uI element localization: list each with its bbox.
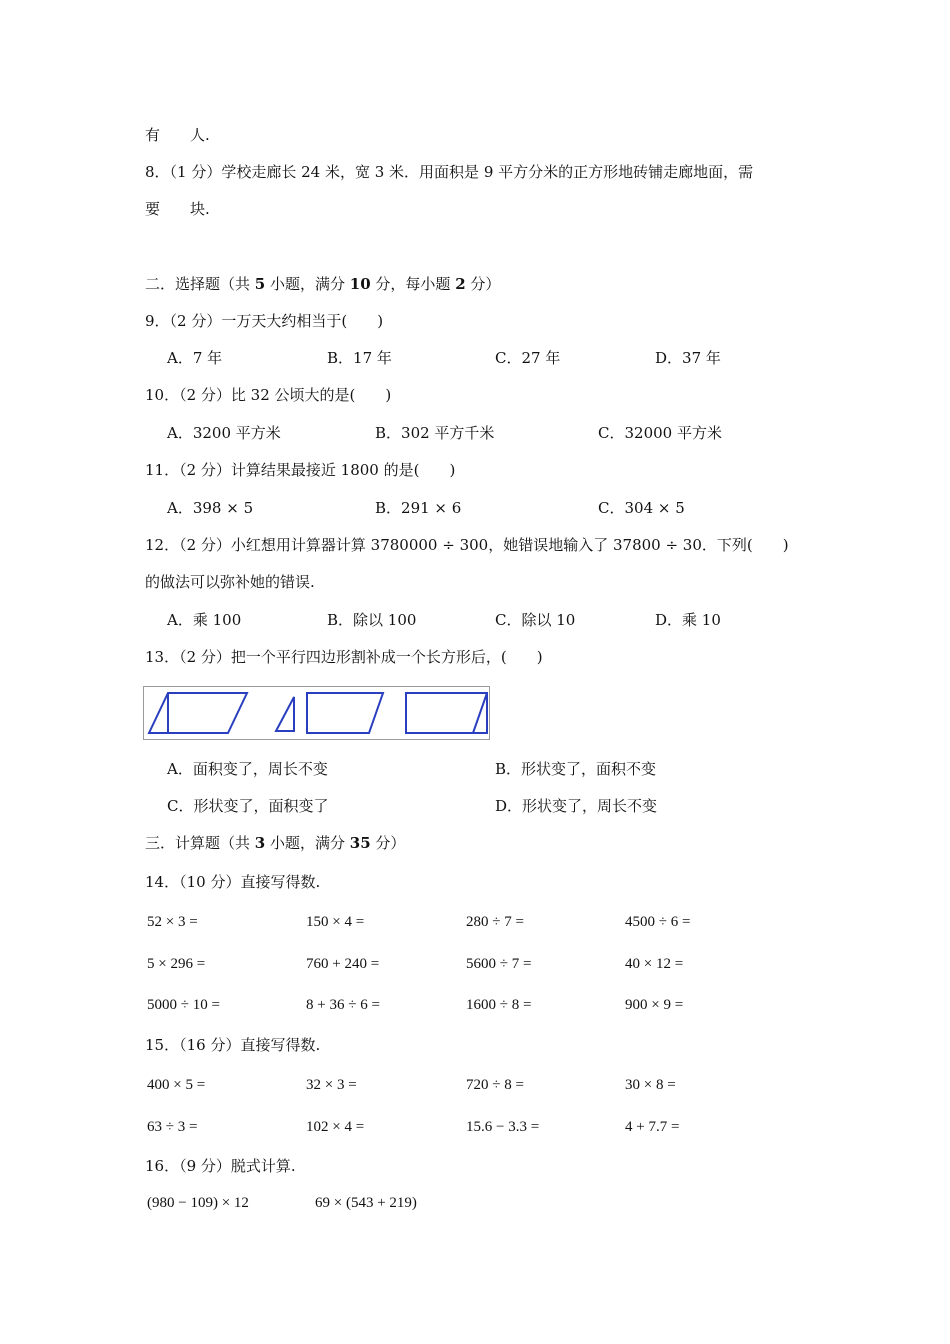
q14-expr: 900 × 9 = xyxy=(625,997,684,1013)
cut-triangle-shape xyxy=(276,697,294,731)
q15-expr: 63 ÷ 3 = xyxy=(147,1119,198,1135)
q14-expr: 52 × 3 = xyxy=(147,914,198,930)
q15-expr: 4 + 7.7 = xyxy=(625,1119,680,1135)
trapezoid-shape xyxy=(307,693,383,733)
q11-stem: 11．（2 分）计算结果最接近 1800 的是( ) xyxy=(145,461,456,479)
q14-expr: 760 + 240 = xyxy=(306,956,380,972)
q13-option-b[interactable]: B．形状变了，面积不变 xyxy=(495,760,657,778)
section-2-mid: 小题，满分 xyxy=(265,275,350,293)
q10-option-b[interactable]: B．302 平方千米 xyxy=(375,424,495,442)
q15-expr: 102 × 4 = xyxy=(306,1119,365,1135)
q14-expr: 40 × 12 = xyxy=(625,956,684,972)
q13-option-a[interactable]: A．面积变了，周长不变 xyxy=(167,760,328,778)
q13-option-d[interactable]: D．形状变了，周长不变 xyxy=(495,797,658,815)
q11-option-b[interactable]: B．291 × 6 xyxy=(375,499,462,517)
q10-option-a[interactable]: A．3200 平方米 xyxy=(167,424,281,442)
q14-expr: 150 × 4 = xyxy=(306,914,365,930)
section-2-each: 2 xyxy=(455,275,466,293)
section-3-post: 分） xyxy=(370,834,406,852)
section-2-mid2: 分，每小题 xyxy=(370,275,456,293)
q8-stem-cont: 要 块. xyxy=(145,200,210,218)
q13-stem: 13．（2 分）把一个平行四边形割补成一个长方形后，( ) xyxy=(145,648,543,666)
q15-expr: 15.6 − 3.3 = xyxy=(466,1119,540,1135)
q15-expr: 720 ÷ 8 = xyxy=(466,1077,524,1093)
section-3-score: 35 xyxy=(349,834,371,852)
q13-option-c[interactable]: C．形状变了，面积变了 xyxy=(167,797,329,815)
section-2-count: 5 xyxy=(254,275,266,293)
q9-option-a[interactable]: A．7 年 xyxy=(167,349,223,367)
parallelogram-figure xyxy=(143,686,490,740)
section-3-count: 3 xyxy=(254,834,266,852)
q12-option-b[interactable]: B．除以 100 xyxy=(327,611,417,629)
q14-expr: 280 ÷ 7 = xyxy=(466,914,524,930)
moved-triangle-edge xyxy=(473,693,487,733)
q12-option-c[interactable]: C．除以 10 xyxy=(495,611,576,629)
section-3-mid: 小题，满分 xyxy=(265,834,350,852)
q15-expr: 30 × 8 = xyxy=(625,1077,676,1093)
q14-expr: 1600 ÷ 8 = xyxy=(466,997,532,1013)
q9-option-b[interactable]: B．17 年 xyxy=(327,349,392,367)
q11-option-c[interactable]: C．304 × 5 xyxy=(598,499,685,517)
q16-stem: 16．（9 分）脱式计算. xyxy=(145,1157,296,1175)
q9-option-c[interactable]: C．27 年 xyxy=(495,349,561,367)
q12-stem: 12．（2 分）小红想用计算器计算 3780000 ÷ 300，她错误地输入了 37800 ÷ 30．下列( ) xyxy=(145,536,789,554)
q9-option-d[interactable]: D．37 年 xyxy=(655,349,721,367)
q11-option-a[interactable]: A．398 × 5 xyxy=(167,499,254,517)
q15-expr: 400 × 5 = xyxy=(147,1077,206,1093)
q15-stem: 15．（16 分）直接写得数. xyxy=(145,1036,321,1054)
q8-stem: 8．（1 分）学校走廊长 24 米，宽 3 米．用面积是 9 平方分米的正方形地砖铺走廊地面，需 xyxy=(145,163,754,181)
q12-option-d[interactable]: D．乘 10 xyxy=(655,611,721,629)
q12-option-a[interactable]: A．乘 100 xyxy=(167,611,242,629)
section-2-pre: 二．选择题（共 xyxy=(145,275,255,293)
q14-expr: 5600 ÷ 7 = xyxy=(466,956,532,972)
q14-expr: 4500 ÷ 6 = xyxy=(625,914,691,930)
parallelogram-cut-diagram xyxy=(144,687,489,739)
q10-stem: 10．（2 分）比 32 公顷大的是( ) xyxy=(145,386,392,404)
q12-stem-cont: 的做法可以弥补她的错误. xyxy=(145,573,315,591)
section-2-heading xyxy=(145,274,500,294)
section-2-post: 分） xyxy=(465,275,501,293)
q10-option-c[interactable]: C．32000 平方米 xyxy=(598,424,722,442)
section-2-score: 10 xyxy=(349,275,371,293)
q14-expr: 8 + 36 ÷ 6 = xyxy=(306,997,380,1013)
q7-answer-line: 有 人. xyxy=(145,126,210,144)
q16-expr: (980 − 109) × 12 xyxy=(147,1195,249,1211)
q14-stem: 14．（10 分）直接写得数. xyxy=(145,873,321,891)
q9-stem: 9．（2 分）一万天大约相当于( ) xyxy=(145,312,384,330)
q14-expr: 5 × 296 = xyxy=(147,956,206,972)
q15-expr: 32 × 3 = xyxy=(306,1077,357,1093)
parallelogram-shape xyxy=(149,693,247,733)
q14-expr: 5000 ÷ 10 = xyxy=(147,997,220,1013)
section-3-heading xyxy=(145,833,405,853)
q16-expr: 69 × (543 + 219) xyxy=(315,1195,417,1211)
section-3-pre: 三．计算题（共 xyxy=(145,834,255,852)
